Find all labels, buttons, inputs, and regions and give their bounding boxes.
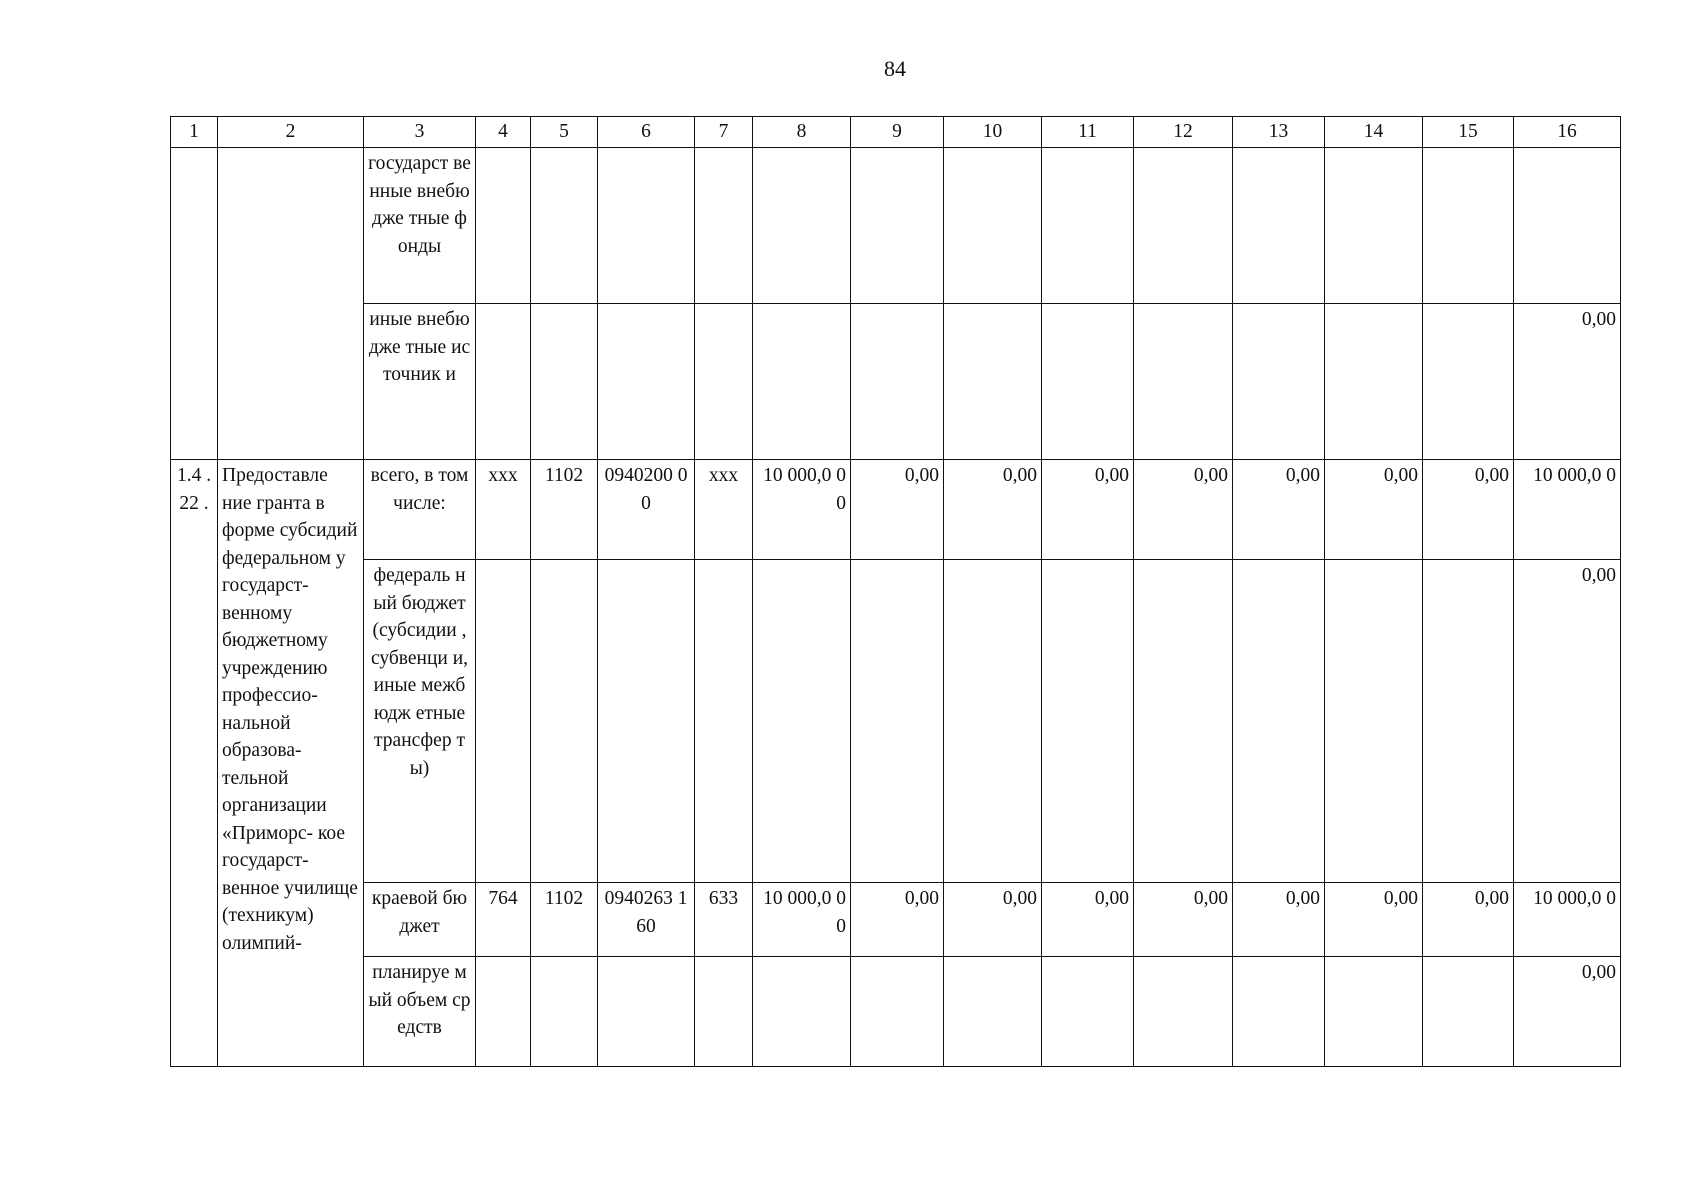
- table-row: [171, 957, 1621, 1067]
- value-cell: 0,00: [851, 883, 944, 957]
- value-cell: 10 000,0 0: [1514, 883, 1621, 957]
- header-cell: 11: [1042, 117, 1134, 148]
- header-cell: 16: [1514, 117, 1621, 148]
- budget-table: [170, 116, 1621, 1067]
- header-cell: 3: [364, 117, 476, 148]
- header-cell: 5: [531, 117, 598, 148]
- value-cell: 0,00: [944, 883, 1042, 957]
- source-cell: государст венные внебюдже тные фонды: [364, 148, 476, 304]
- header-cell: 2: [218, 117, 364, 148]
- header-cell: 8: [753, 117, 851, 148]
- code-cell: 764: [476, 883, 531, 957]
- header-cell: 4: [476, 117, 531, 148]
- header-cell: 7: [695, 117, 753, 148]
- value-cell: 0,00: [851, 460, 944, 560]
- value-cell: 0,00: [1423, 460, 1514, 560]
- value-cell: 0,00: [1042, 883, 1134, 957]
- source-cell: краевой бюджет: [364, 883, 476, 957]
- value-cell: 0,00: [1514, 304, 1621, 460]
- value-cell: 0,00: [1233, 883, 1325, 957]
- value-cell: 0,00: [1134, 460, 1233, 560]
- value-cell: 0,00: [1042, 460, 1134, 560]
- header-cell: 14: [1325, 117, 1423, 148]
- source-cell: планируе мый объем средств: [364, 957, 476, 1067]
- empty-cell: [171, 148, 218, 460]
- value-cell: 10 000,0 00: [753, 883, 851, 957]
- value-cell: 0,00: [1134, 883, 1233, 957]
- code-cell: ххх: [476, 460, 531, 560]
- header-cell: 6: [598, 117, 695, 148]
- table-row: [171, 883, 1621, 957]
- source-cell: иные внебюдже тные источник и: [364, 304, 476, 460]
- table-row: [171, 148, 1621, 304]
- value-cell: 0,00: [1325, 460, 1423, 560]
- table-row: [171, 560, 1621, 883]
- item-name: Предоставле ние гранта в форме субсидий федеральном у государст- венному бюджетному учреждению профессио- нальной образова- тельной организации «Приморс- кое государст- венное училище (техникум) олимпий-: [218, 460, 364, 1067]
- header-row: [171, 117, 1621, 148]
- code-cell: 1102: [531, 460, 598, 560]
- value-cell: 0,00: [1514, 957, 1621, 1067]
- table-row: [171, 304, 1621, 460]
- code-cell: 633: [695, 883, 753, 957]
- table-row: [171, 460, 1621, 560]
- value-cell: 10 000,0 00: [753, 460, 851, 560]
- code-cell: 1102: [531, 883, 598, 957]
- code-cell: 0940200 00: [598, 460, 695, 560]
- header-cell: 13: [1233, 117, 1325, 148]
- value-cell: 0,00: [1233, 460, 1325, 560]
- value-cell: 0,00: [944, 460, 1042, 560]
- header-cell: 9: [851, 117, 944, 148]
- header-cell: 15: [1423, 117, 1514, 148]
- code-cell: 0940263 160: [598, 883, 695, 957]
- source-cell: всего, в том числе:: [364, 460, 476, 560]
- code-cell: ххх: [695, 460, 753, 560]
- value-cell: [1514, 148, 1621, 304]
- page-number: 84: [884, 56, 906, 81]
- header-cell: 10: [944, 117, 1042, 148]
- source-cell: федераль ный бюджет (субсидии , субвенци и, иные межбюдж етные трансфер ты): [364, 560, 476, 883]
- value-cell: 0,00: [1514, 560, 1621, 883]
- value-cell: 0,00: [1423, 883, 1514, 957]
- empty-cell: [218, 148, 364, 460]
- value-cell: 0,00: [1325, 883, 1423, 957]
- value-cell: 10 000,0 0: [1514, 460, 1621, 560]
- header-cell: 1: [171, 117, 218, 148]
- item-number: 1.4 .22 .: [171, 460, 218, 1067]
- header-cell: 12: [1134, 117, 1233, 148]
